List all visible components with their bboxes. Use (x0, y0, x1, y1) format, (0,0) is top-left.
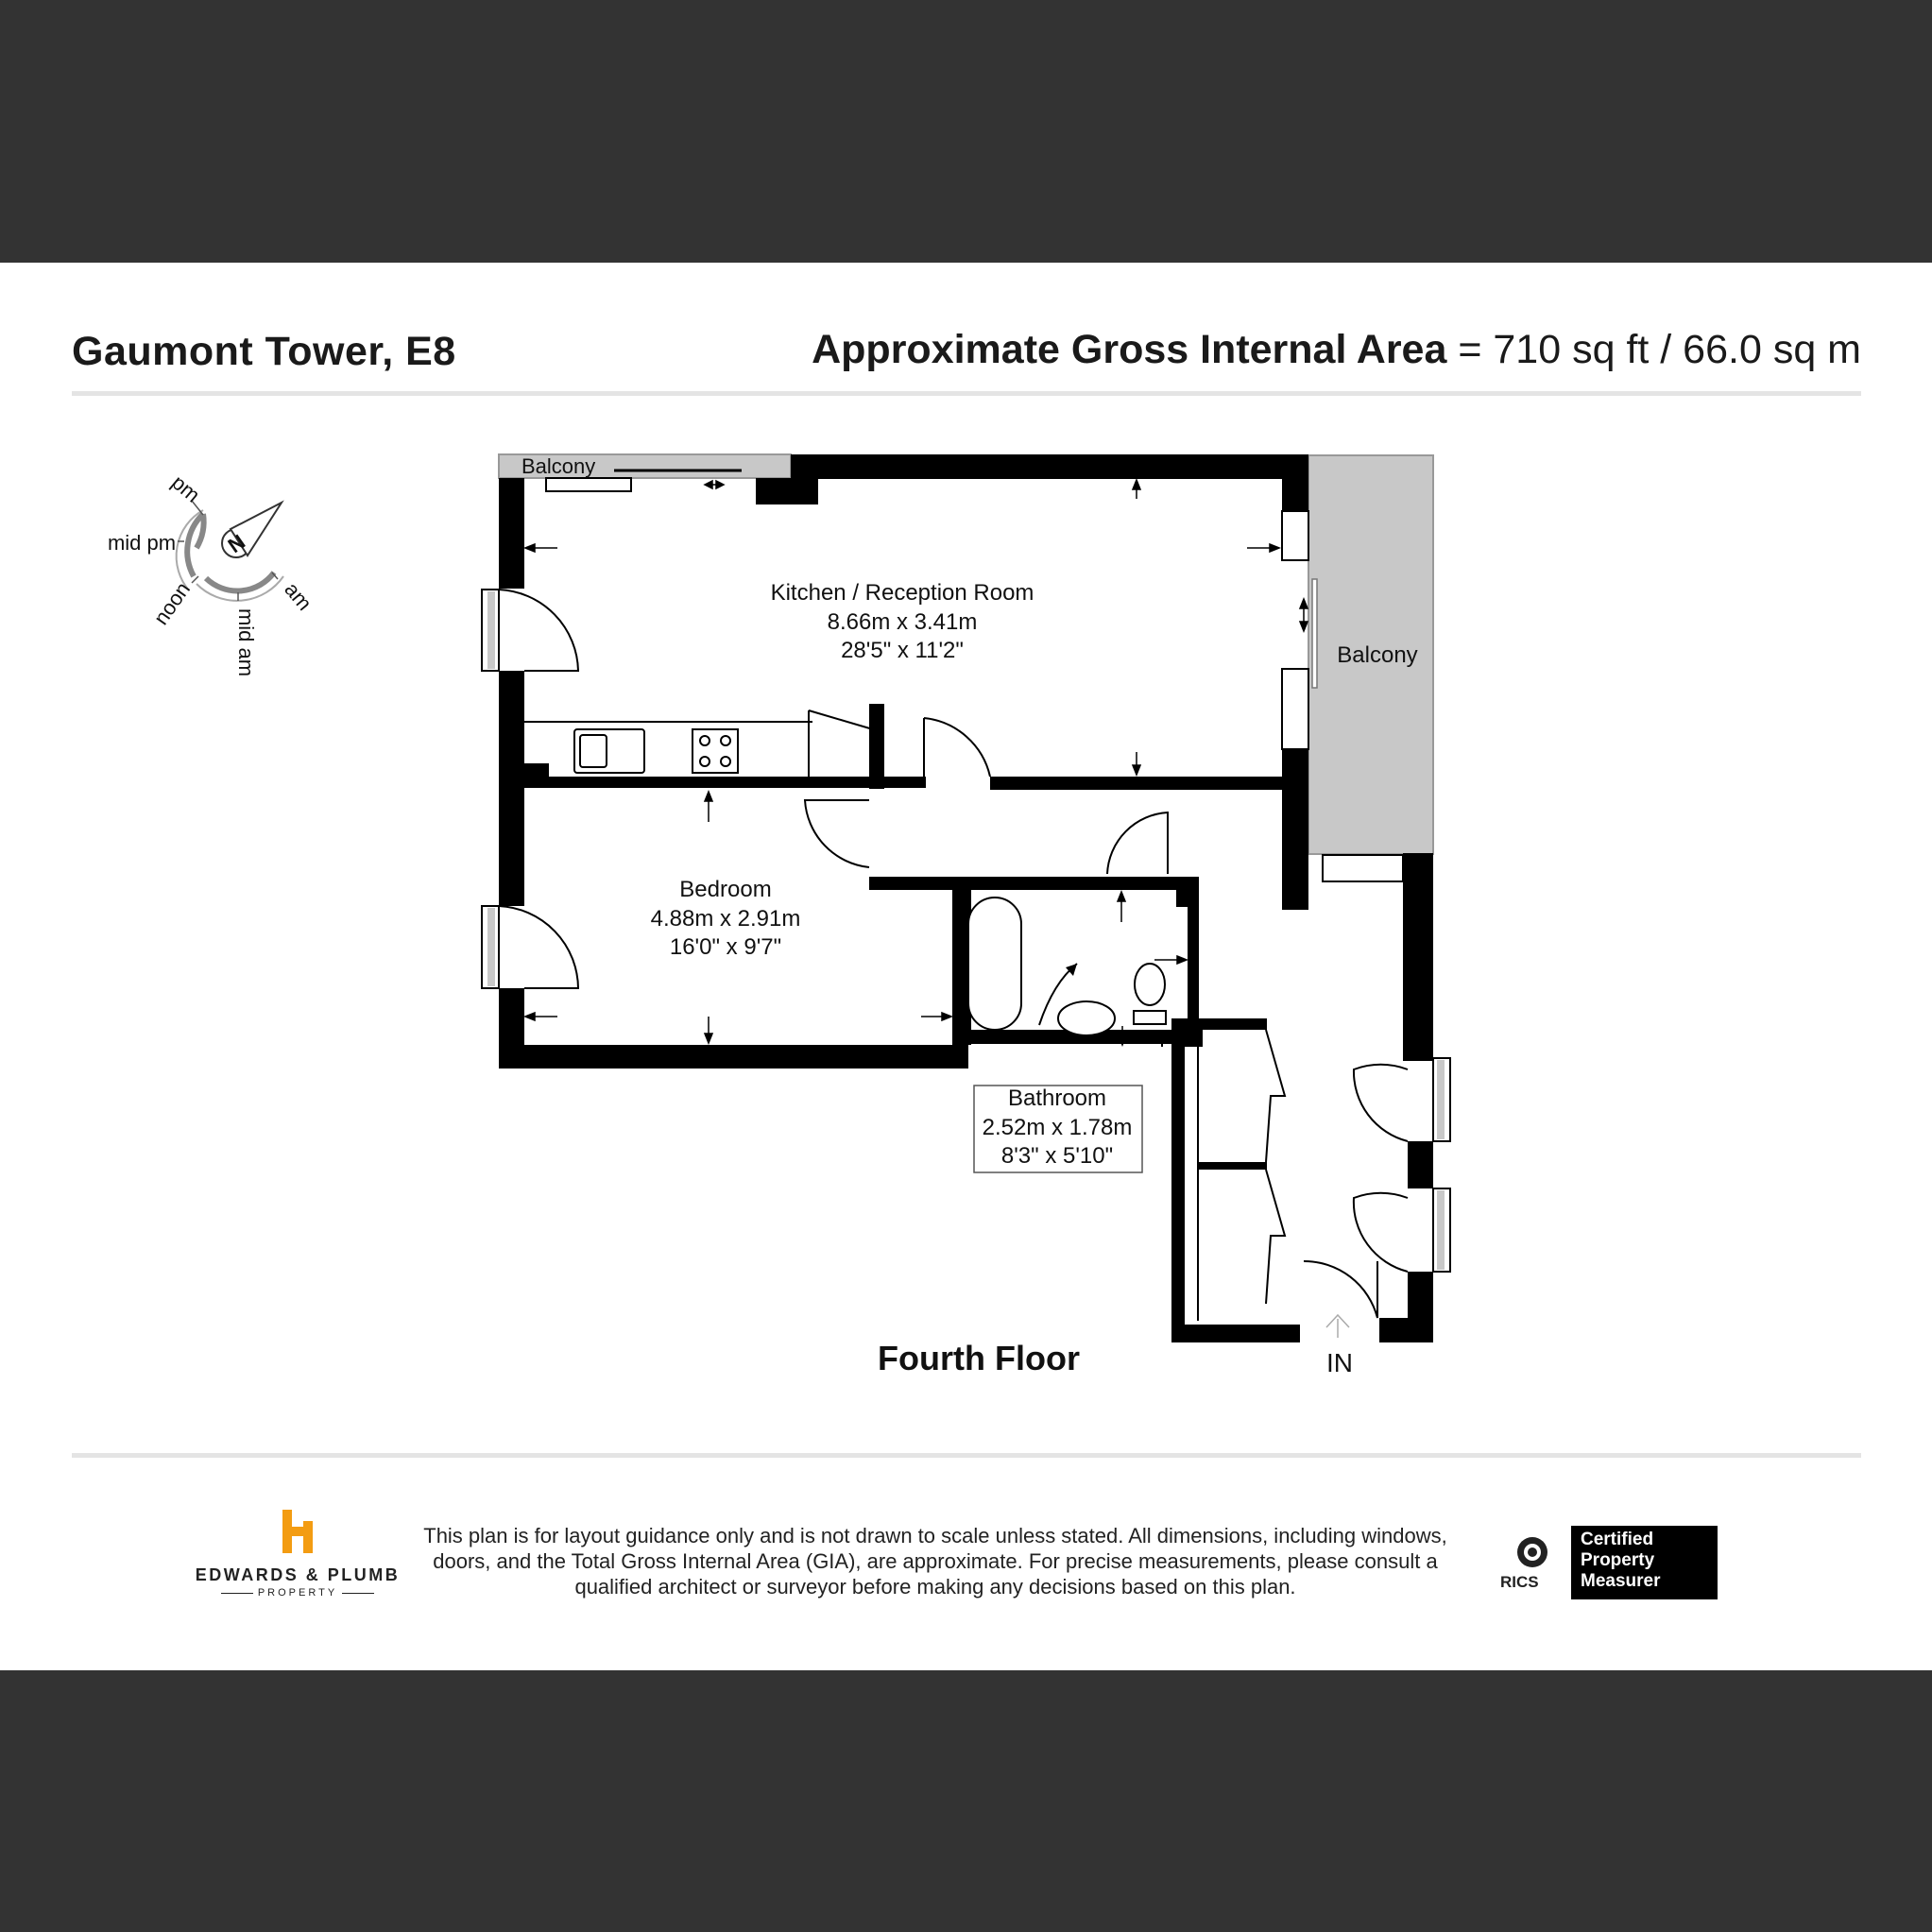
floor-label: Fourth Floor (878, 1339, 1080, 1377)
disclaimer: This plan is for layout guidance only and is not drawn to scale unless stated. All dimensions, including windows, doors, and the Total Gross Internal Area (GIA), are approximate. For precise measurements, please consult a qualified architect or surveyor before making any decisions based on this plan. (423, 1524, 1447, 1599)
bedroom-metric: 4.88m x 2.91m (650, 906, 801, 932)
entrance-label: IN (1326, 1348, 1353, 1377)
compass-noon-label: noon (148, 577, 196, 629)
brand-mark-icon (281, 1508, 315, 1555)
compass (108, 470, 316, 676)
bathroom-metric: 2.52m x 1.78m (982, 1115, 1133, 1140)
rics-lion-icon (1513, 1533, 1551, 1571)
bathroom-name: Bathroom (1007, 1086, 1107, 1111)
bathroom-imperial: 8'3" x 5'10" (1000, 1143, 1114, 1169)
brand-name: EDWARDS & PLUMB (195, 1565, 401, 1584)
balcony-top-label: Balcony (521, 454, 596, 478)
property-title: Gaumont Tower, E8 (72, 329, 456, 374)
bedroom-name: Bedroom (679, 877, 772, 902)
compass-north-label: N (223, 529, 249, 558)
kitchen-metric: 8.66m x 3.41m (827, 609, 978, 635)
gross-area-value: = 710 sq ft / 66.0 sq m (1446, 327, 1861, 372)
brand-sub-text: PROPERTY (257, 1587, 338, 1599)
cert-line-3: Measurer (1581, 1571, 1661, 1591)
kitchen-name: Kitchen / Reception Room (770, 580, 1034, 606)
compass-am-label: am (280, 577, 317, 615)
gross-area-label: Approximate Gross Internal Area (812, 327, 1447, 372)
balcony-side-label: Balcony (1337, 642, 1418, 668)
kitchen-imperial: 28'5" x 11'2" (841, 638, 964, 663)
rics-badge (1500, 1526, 1727, 1601)
compass-mid-am-label: mid am (234, 607, 258, 677)
balcony-side-screen (1312, 579, 1317, 688)
brand-sub (194, 1587, 402, 1599)
certified-measurer-box (1571, 1526, 1718, 1599)
cert-line-1: Certified (1581, 1530, 1654, 1549)
compass-pm-label: pm (167, 470, 205, 507)
edwards-plumb-logo (194, 1508, 402, 1599)
cert-line-2: Property (1581, 1550, 1655, 1570)
entrance-arrow (1326, 1315, 1349, 1338)
bedroom-imperial: 16'0" x 9'7" (669, 934, 782, 960)
compass-mid-pm-label: mid pm (107, 531, 177, 555)
rics-word: RICS (1500, 1573, 1539, 1591)
